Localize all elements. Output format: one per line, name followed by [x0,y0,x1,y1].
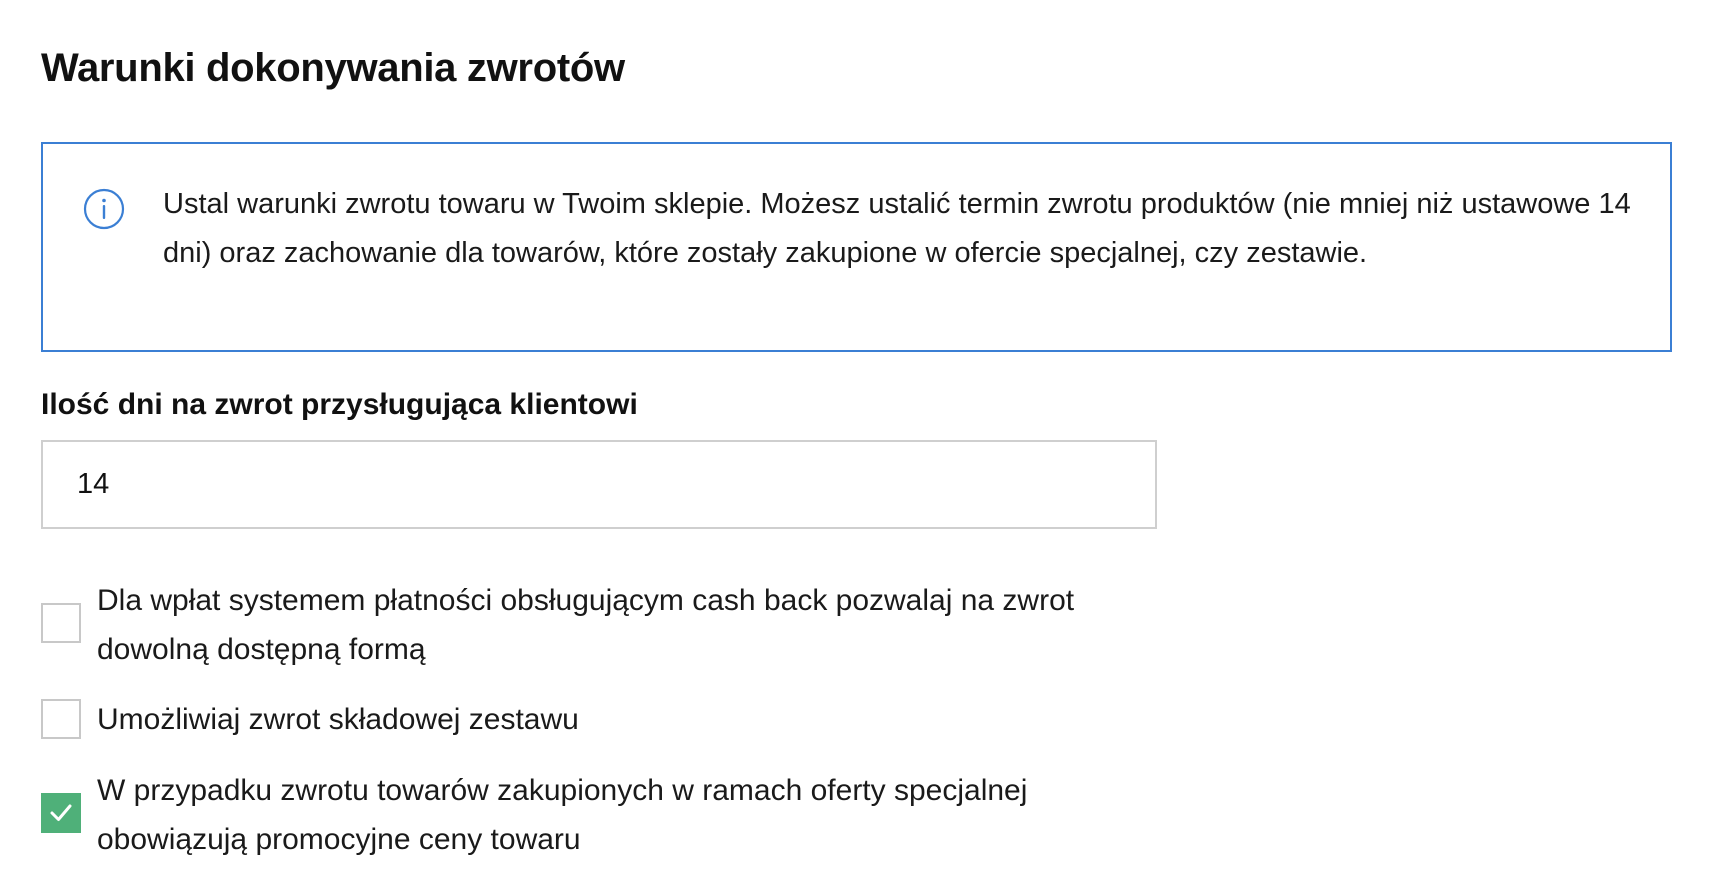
option-cashback-return[interactable] [41,576,1191,676]
checkmark-icon [49,802,73,824]
promotional-prices-checkbox[interactable] [41,793,81,833]
days-field-label: Ilość dni na zwrot przysługująca klientowi [41,388,638,421]
cashback-return-checkbox[interactable] [41,603,81,643]
info-box [41,142,1672,352]
cashback-return-label[interactable]: Dla wpłat systemem płatności obsługującym cash back pozwalaj na zwrot dowolną dostępną formą [97,584,1075,666]
info-icon [83,188,125,230]
bundle-component-return-label[interactable]: Umożliwiaj zwrot składowej zestawu [97,703,579,736]
info-text: Ustal warunki zwrotu towaru w Twoim sklepie. Możesz ustalić termin zwrotu produktów (nie mniej niż ustawowe 14 dni) oraz zachowanie dla towarów, które zostały zakupione w ofercie specjalnej, czy zestawie. [163,188,1631,269]
promotional-prices-label[interactable]: W przypadku zwrotu towarów zakupionych w ramach oferty specjalnej obowiązują promocyjne ceny towaru [97,774,1028,856]
bundle-component-return-checkbox[interactable] [41,699,81,739]
option-promotional-prices[interactable] [41,766,1191,866]
return-days-input[interactable] [41,440,1157,529]
page-title: Warunki dokonywania zwrotów [41,46,625,90]
option-bundle-component-return[interactable] [41,695,1191,745]
